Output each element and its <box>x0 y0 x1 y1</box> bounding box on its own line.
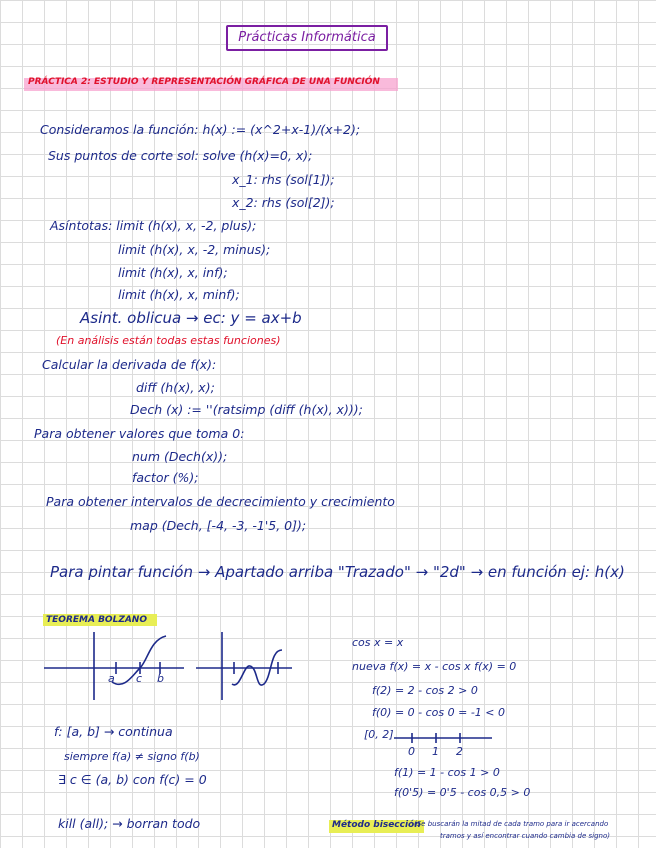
bolzano-graph-1 <box>44 632 184 700</box>
line-para-intervalos: Para obtener intervalos de decrecimiento y crecimiento <box>46 494 395 509</box>
line-en-analisis: (En análisis están todas estas funciones) <box>56 334 281 347</box>
line-num: num (Dech(x)); <box>132 449 228 464</box>
line-lim4: limit (h(x), x, minf); <box>118 287 240 302</box>
bolzano-graph-2 <box>196 632 292 700</box>
axis-label-2: 2 <box>456 745 463 758</box>
metodo-note-1: (Se buscarán la mitad de cada tramo para ir acercando <box>414 820 609 828</box>
line-diff: diff (h(x), x); <box>136 380 215 395</box>
metodo-label: Método bisección <box>332 820 421 833</box>
page-title: Prácticas Informática <box>226 25 388 51</box>
right-nueva: nueva f(x) = x - cos x f(x) = 0 <box>352 660 517 673</box>
right-f0: f(0) = 0 - cos 0 = -1 < 0 <box>372 706 506 719</box>
line-asint-oblicua: Asint. oblicua → ec: y = ax+b <box>80 309 302 327</box>
graph-label-c: c <box>136 672 143 685</box>
right-interval: [0, 2] <box>364 728 394 741</box>
line-lim2: limit (h(x), x, -2, minus); <box>118 242 271 257</box>
bolzano-line-1: f: [a, b] → continua <box>54 724 173 739</box>
line-para-obtener: Para obtener valores que toma 0: <box>34 426 245 441</box>
bolzano-line-3: ∃ c ∈ (a, b) con f(c) = 0 <box>58 772 207 787</box>
axis-label-1: 1 <box>432 745 439 758</box>
line-pintar: Para pintar función → Apartado arriba "Trazado" → "2d" → en función ej: h(x) <box>50 563 625 581</box>
right-f2: f(2) = 2 - cos 2 > 0 <box>372 684 478 697</box>
line-sol2: x_2: rhs (sol[2]); <box>232 195 335 210</box>
teorema-heading: TEOREMA BOLZANO <box>46 613 154 627</box>
right-f05: f(0'5) = 0'5 - cos 0,5 > 0 <box>394 786 531 799</box>
graph-label-a: a <box>108 672 115 685</box>
line-puntos-corte: Sus puntos de corte sol: solve (h(x)=0, x); <box>48 148 313 163</box>
line-dech: Dech (x) := ''(ratsimp (diff (h(x), x))); <box>130 402 363 417</box>
right-f1: f(1) = 1 - cos 1 > 0 <box>394 766 500 779</box>
axis-label-0: 0 <box>408 745 415 758</box>
line-factor: factor (%); <box>132 470 199 485</box>
line-considerar: Consideramos la función: h(x) := (x^2+x-1)/(x+2); <box>40 122 361 137</box>
line-asintotas: Asíntotas: limit (h(x), x, -2, plus); <box>50 218 257 233</box>
metodo-note-2: tramos y así encontrar cuando cambia de signo) <box>440 832 610 840</box>
line-kill: kill (all); → borran todo <box>58 816 201 831</box>
bolzano-line-2: siempre f(a) ≠ signo f(b) <box>64 750 200 763</box>
practica-heading: PRÁCTICA 2: ESTUDIO Y REPRESENTACIÓN GRÁFICA DE UNA FUNCIÓN <box>28 75 394 89</box>
bisection-axis <box>394 733 492 743</box>
right-cos: cos x = x <box>352 636 404 649</box>
line-map: map (Dech, [-4, -3, -1'5, 0]); <box>130 518 307 533</box>
graph-label-b: b <box>157 672 164 685</box>
line-calcular-derivada: Calcular la derivada de f(x): <box>42 357 217 372</box>
line-lim3: limit (h(x), x, inf); <box>118 265 228 280</box>
line-sol1: x_1: rhs (sol[1]); <box>232 172 335 187</box>
